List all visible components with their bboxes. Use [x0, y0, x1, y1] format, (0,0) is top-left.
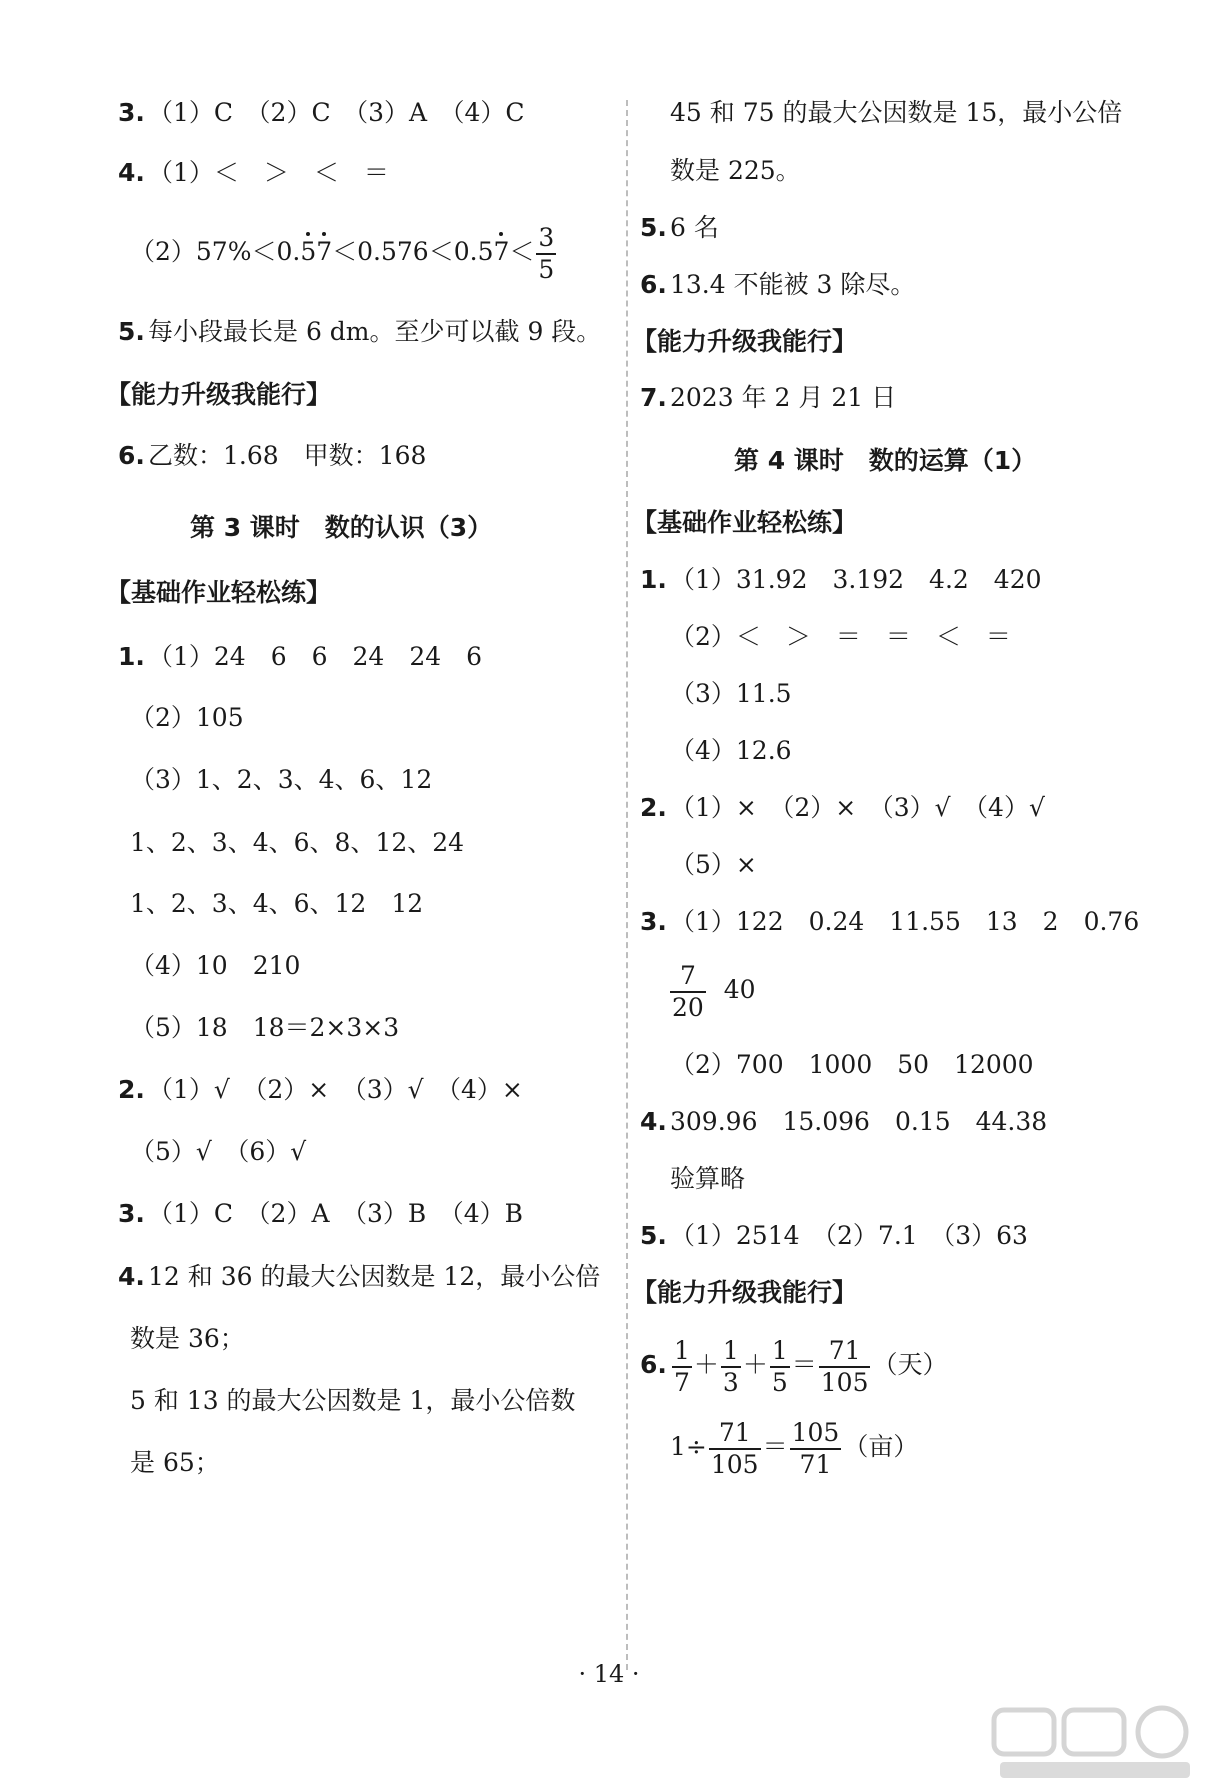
plus-sign: ＋ — [693, 1350, 719, 1379]
section-heading: 【基础作业轻松练】 — [106, 578, 332, 607]
watermark-logo-icon — [990, 1704, 1200, 1784]
denominator: 105 — [710, 1449, 759, 1479]
equals-sign: ＝ — [762, 1432, 788, 1461]
answer-text: （1）2514 （2）7.1 （3）63 — [670, 1221, 1028, 1250]
inequality-prefix: （2）57%＜0. — [130, 237, 301, 266]
item-number: 6. — [118, 441, 145, 470]
denominator: 20 — [672, 992, 704, 1022]
fraction — [672, 1336, 692, 1398]
answer-line: 45 和 75 的最大公因数是 15，最小公倍 — [670, 98, 1123, 127]
answer-line: 5 和 13 的最大公因数是 1，最小公倍数 — [130, 1386, 576, 1415]
answer-line: （3）1、2、3、4、6、12 — [130, 765, 433, 794]
section-heading: 【能力升级我能行】 — [106, 380, 332, 409]
item-number: 3. — [640, 907, 667, 936]
unit-label: （天） — [872, 1350, 948, 1379]
fraction — [790, 1418, 842, 1480]
item-number: 2. — [118, 1075, 145, 1104]
answer-3 — [640, 905, 1139, 939]
item-number: 4. — [118, 1262, 145, 1291]
item-number: 6. — [640, 1350, 667, 1379]
answer-text: 2023 年 2 月 21 日 — [670, 383, 897, 412]
answer-text: 每小段最长是 6 dm。至少可以截 9 段。 — [148, 317, 602, 346]
expression-lead: 1÷ — [670, 1432, 707, 1461]
answer-line: （4）10 210 — [130, 951, 301, 980]
answer-6 — [118, 439, 426, 473]
answer-5 — [640, 211, 719, 245]
answer-line: 1、2、3、4、6、12 12 — [130, 889, 424, 918]
answer-line: 1、2、3、4、6、8、12、24 — [130, 828, 465, 857]
answer-line: （2）105 — [130, 703, 244, 732]
denominator: 7 — [674, 1367, 690, 1397]
answer-7 — [640, 381, 896, 415]
answer-line: 数是 36； — [130, 1324, 245, 1353]
answer-line: （4）12.6 — [670, 736, 792, 765]
denominator: 71 — [799, 1449, 832, 1479]
answer-line: （5）× — [670, 850, 757, 879]
answer-1 — [640, 563, 1042, 597]
answer-3 — [118, 96, 525, 130]
fraction — [536, 223, 556, 285]
answer-text: （1）31.92 3.192 4.2 420 — [670, 565, 1042, 594]
answer-text: （1）√ （2）× （3）√ （4）× — [148, 1075, 523, 1104]
answer-text: 309.96 15.096 0.15 44.38 — [670, 1107, 1048, 1136]
answer-5 — [640, 1219, 1028, 1253]
fraction — [721, 1336, 741, 1398]
unit-label: （亩） — [843, 1432, 919, 1461]
answer-text: 乙数：1.68 甲数：168 — [148, 441, 427, 470]
denominator: 3 — [722, 1367, 739, 1397]
answer-text: （1）24 6 6 24 24 6 — [148, 642, 483, 671]
answer-line: （5）18 18＝2×3×3 — [130, 1013, 400, 1042]
section-heading: 【能力升级我能行】 — [632, 327, 858, 356]
answer-text: （1）＜ ＞ ＜ ＝ — [148, 158, 389, 187]
item-number: 7. — [640, 383, 667, 412]
item-number: 6. — [640, 270, 667, 299]
answer-text: 13.4 不能被 3 除尽。 — [670, 270, 916, 299]
answer-1 — [118, 640, 482, 674]
denominator: 5 — [771, 1367, 788, 1397]
answer-text: 6 名 — [670, 213, 719, 242]
answer-text: （1）C （2）A （3）B （4）B — [148, 1199, 524, 1228]
lesson-title: 第 4 课时 数的运算（1） — [734, 446, 1037, 475]
answer-text: （1）122 0.24 11.55 13 2 0.76 — [670, 907, 1140, 936]
answer-line: （2）＜ ＞ ＝ ＝ ＜ ＝ — [670, 622, 1011, 651]
numerator: 7 — [670, 961, 706, 993]
fraction — [670, 961, 706, 1023]
numerator: 3 — [536, 223, 556, 255]
repeating-digit: 7 — [316, 237, 333, 266]
answer-4 — [640, 1105, 1047, 1139]
numerator: 1 — [770, 1336, 790, 1368]
item-number: 2. — [640, 793, 667, 822]
column-divider — [626, 100, 628, 1670]
answer-text: （1）C （2）C （3）A （4）C — [148, 98, 525, 127]
item-number: 3. — [118, 1199, 145, 1228]
numerator: 71 — [709, 1418, 761, 1450]
item-number: 1. — [640, 565, 667, 594]
item-number: 4. — [118, 158, 145, 187]
numerator: 105 — [790, 1418, 842, 1450]
answer-line — [668, 958, 756, 1023]
numerator: 71 — [819, 1336, 871, 1368]
answer-3 — [118, 1197, 523, 1231]
plus-sign: ＋ — [742, 1350, 768, 1379]
denominator: 105 — [820, 1367, 869, 1397]
section-heading: 【能力升级我能行】 — [632, 1278, 858, 1307]
item-number: 5. — [640, 1221, 667, 1250]
item-number: 1. — [118, 642, 145, 671]
item-number: 3. — [118, 98, 145, 127]
answer-line: （5）√ （6）√ — [130, 1137, 307, 1166]
answer-4-2 — [130, 222, 558, 285]
answer-text: 40 — [723, 975, 756, 1004]
answer-line: （3）11.5 — [670, 679, 792, 708]
less-than: ＜ — [509, 237, 535, 266]
item-number: 5. — [640, 213, 667, 242]
answer-line — [670, 1412, 918, 1482]
item-number: 5. — [118, 317, 145, 346]
answer-line: （2）700 1000 50 12000 — [670, 1050, 1034, 1079]
fraction — [819, 1336, 871, 1398]
lesson-title: 第 3 课时 数的认识（3） — [190, 513, 493, 542]
inequality-mid: ＜0.576＜0.5 — [332, 237, 494, 266]
answer-line: 是 65； — [130, 1448, 220, 1477]
fraction — [709, 1418, 761, 1480]
answer-6 — [640, 1330, 948, 1400]
repeating-digit: 5 — [300, 237, 317, 266]
page-number: · 14 · — [578, 1660, 640, 1688]
answer-line: 数是 225。 — [670, 156, 801, 185]
item-number: 4. — [640, 1107, 667, 1136]
answer-5 — [118, 315, 601, 349]
answer-text: （1）× （2）× （3）√ （4）√ — [670, 793, 1045, 822]
answer-line: 验算略 — [670, 1164, 746, 1193]
section-heading: 【基础作业轻松练】 — [632, 508, 858, 537]
fraction — [770, 1336, 790, 1398]
repeating-digit: 7 — [493, 237, 510, 266]
numerator: 1 — [672, 1336, 692, 1368]
denominator: 5 — [538, 254, 555, 284]
equals-sign: ＝ — [791, 1350, 817, 1379]
answer-6 — [640, 268, 915, 302]
answer-text: 12 和 36 的最大公因数是 12，最小公倍 — [148, 1262, 601, 1291]
answer-4 — [118, 1260, 600, 1294]
answer-2 — [118, 1073, 523, 1107]
numerator: 1 — [721, 1336, 741, 1368]
answer-4 — [118, 156, 389, 190]
answer-2 — [640, 791, 1045, 825]
